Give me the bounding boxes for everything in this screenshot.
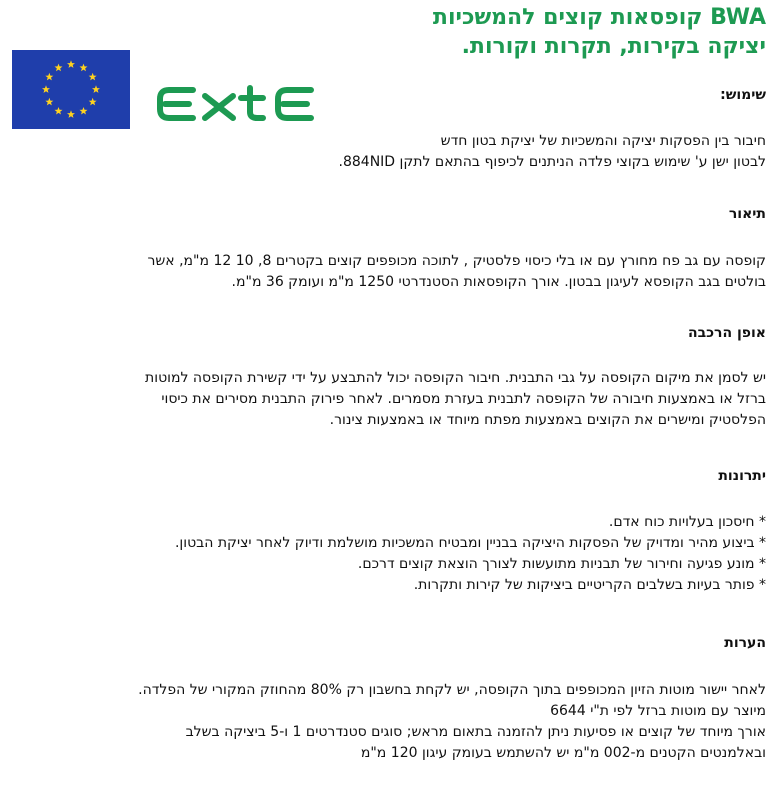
assembly-heading: אופן הרכבה (687, 325, 766, 341)
usage-heading: שימוש: (720, 87, 766, 103)
advantages-heading: יתרונות (718, 468, 766, 484)
notes-line-4: ובאלמנטים הקטנים מ-002 מ"מ יש להשתמש בעומק עיגון 120 מ"מ (360, 745, 766, 761)
advantage-item: * ביצוע מהיר ומדויק של הפסקות היציקה בבניין ומבטיח המשכיות מושלמת ודיוק לאחר יציקת הבטון. (174, 535, 766, 551)
eu-star-icon (67, 60, 75, 68)
usage-text (14, 131, 766, 173)
document-title-line-1: BWA קופסאות קוצים להמשכיות (432, 5, 766, 30)
document-title-line-2: יציקה בקירות, תקרות וקורות. (461, 34, 766, 59)
eu-flag-logo (12, 50, 130, 129)
eu-star-icon (89, 98, 97, 106)
eu-star-icon (89, 73, 97, 81)
notes-heading: הערות (724, 635, 766, 651)
assembly-line-3: הפלסטיק ומישרים את הקוצים באמצעות מפתח מיוחד או באמצעות צינור. (329, 412, 766, 428)
eu-star-icon (42, 85, 50, 93)
exte-logo (155, 82, 317, 126)
advantage-item: * חיסכון בעלויות כוח אדם. (608, 514, 766, 530)
assembly-text (14, 368, 766, 431)
assembly-line-2: ברזל או באמצעות חיבורה של הקופסה לתבנית בעזרת מסמרים. לאחר פירוק התבנית מסירים את כיסוי (161, 391, 766, 407)
assembly-line-1: יש לסמן את מיקום הקופסה על גבי התבנית. חיבור הקופסה יכול להתבצע על ידי קשירת הקופסה למוטות (145, 370, 766, 386)
eu-star-icon (45, 98, 53, 106)
advantage-item: * מונע פגיעה וחירור של תבניות מתועשות לצורך הוצאת קוצים דרכם. (357, 556, 766, 572)
eu-star-icon (80, 107, 88, 115)
eu-star-icon (45, 73, 53, 81)
eu-star-icon (67, 110, 75, 118)
usage-line-1: חיבור בין הפסקות יציקה והמשכיות של יציקת בטון חדש (440, 133, 766, 149)
eu-star-icon (92, 85, 100, 93)
description-text (14, 251, 766, 293)
notes-line-1: לאחר יישור מוטות הזיון המכופפים בתוך הקופסה, יש לקחת בחשבון רק 80% מהחוזק המקורי של הפלדה. (138, 682, 766, 698)
eu-star-icon (55, 64, 63, 72)
description-heading: תיאור (728, 206, 766, 222)
description-line-1: קופסה עם גב פח מחורץ עם או בלי כיסוי פלסטיק , לתוכה מכופפים קוצים בקטרים 8, 10 12 מ"מ, אשר (147, 253, 766, 269)
eu-flag-stars (12, 50, 130, 129)
eu-star-icon (55, 107, 63, 115)
notes-line-3: אורך מיוחד של קוצים או פסיעות ניתן להזמנה בתאום מראש; סוגים סטנדרטים 1 ו-5 ביציקה בשלב (185, 724, 766, 740)
eu-star-icon (80, 64, 88, 72)
advantages-list (14, 512, 766, 596)
notes-line-2: מיוצר עם מוטות ברזל לפי ת"י 6644 (550, 703, 766, 719)
description-line-2: בולטים בגב הקופסא לעיגון בבטון. אורך הקופסאות הסטנדרטי 1250 מ"מ ועומק 36 מ"מ. (231, 274, 766, 290)
usage-line-2: לבטון ישן ע' שימוש בקוצי פלדה הניתנים לכיפוף בהתאם לתקן 884NID. (338, 154, 766, 170)
advantage-item: * פותר בעיות בשלבים הקריטיים ביציקות של קירות ותקרות. (413, 577, 766, 593)
notes-text (14, 680, 766, 764)
